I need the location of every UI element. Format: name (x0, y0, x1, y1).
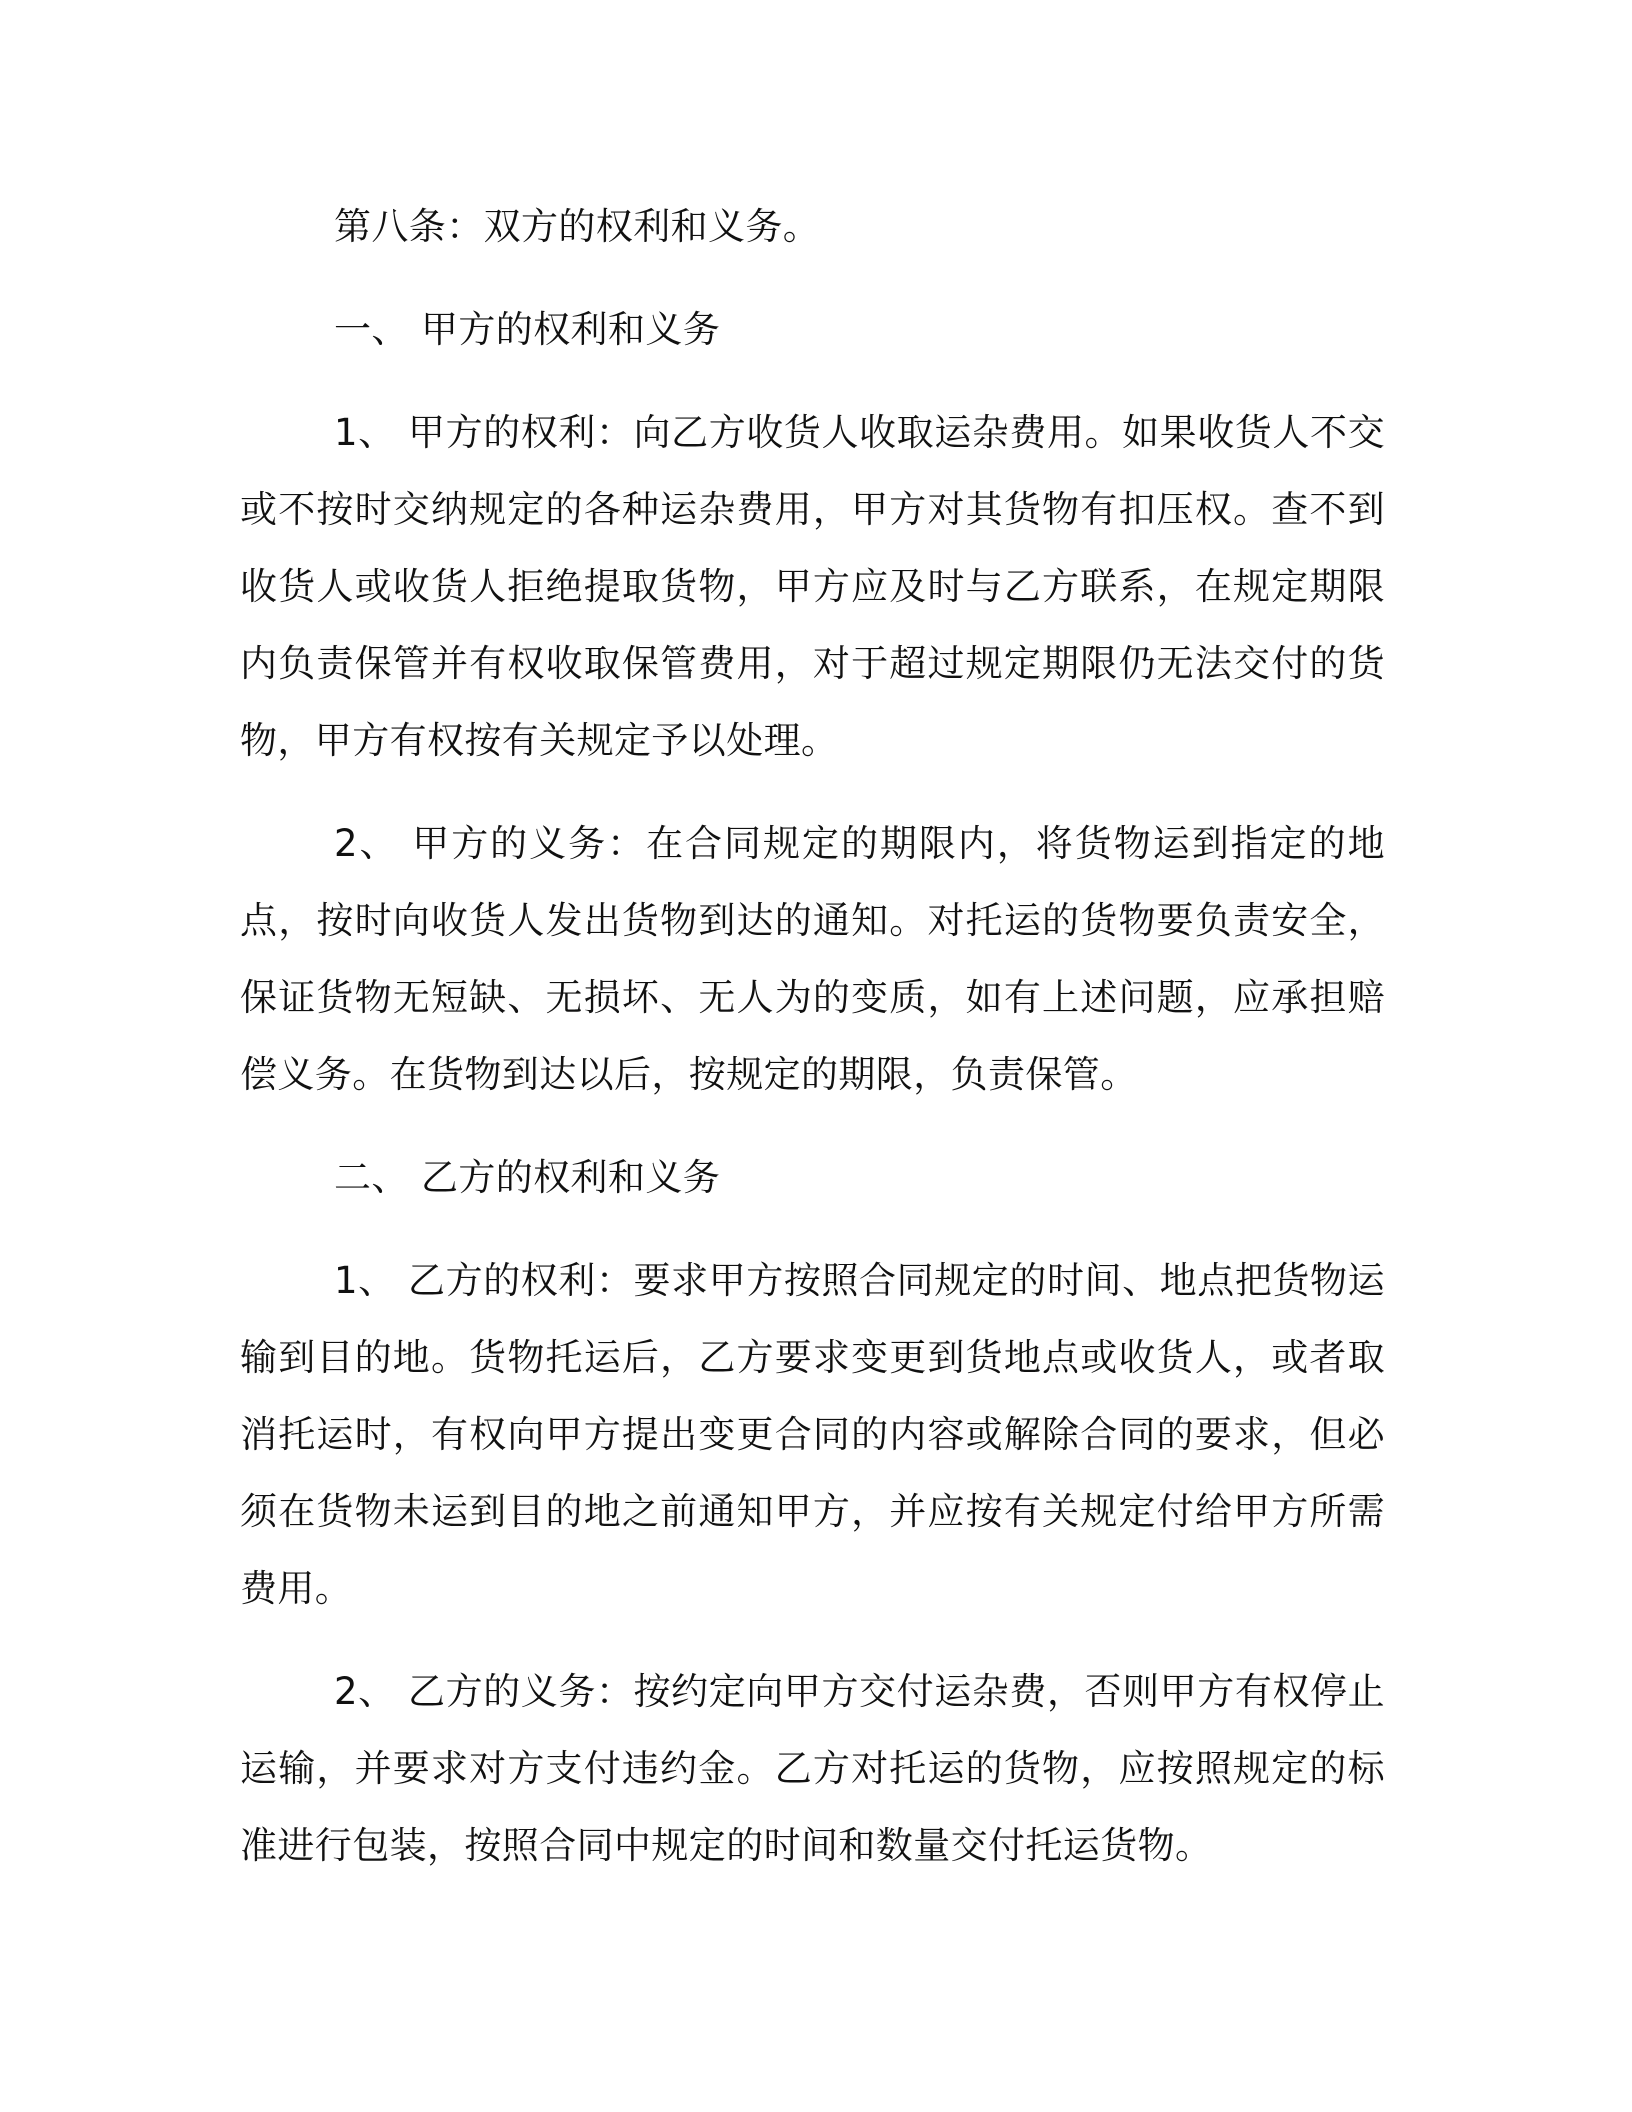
section-heading-party-b: 二、 乙方的权利和义务 (334, 1156, 721, 1199)
party-b-obligations-paragraph: 2、 乙方的义务：按约定向甲方交付运杂费，否则甲方有权停止运输，并要求对方支付违约金。乙方对托运的货物，应按照规定的标准进行包装，按照合同中规定的时间和数量交付托运货物。 (240, 1670, 1385, 1867)
party-a-obligations-paragraph: 2、 甲方的义务：在合同规定的期限内，将货物运到指定的地点，按时向收货人发出货物到达的通知。对托运的货物要负责安全，保证货物无短缺、无损坏、无人为的变质，如有上述问题，应承担赔偿义务。在货物到达以后，按规定的期限，负责保管。 (240, 822, 1385, 1096)
document-body (240, 188, 1385, 1884)
party-b-rights-paragraph: 1、 乙方的权利：要求甲方按照合同规定的时间、地点把货物运输到目的地。货物托运后，乙方要求变更到货地点或收货人，或者取消托运时，有权向甲方提出变更合同的内容或解除合同的要求，但必须在货物未运到目的地之前通知甲方，并应按有关规定付给甲方所需费用。 (240, 1259, 1385, 1610)
party-a-rights-paragraph: 1、 甲方的权利：向乙方收货人收取运杂费用。如果收货人不交或不按时交纳规定的各种运杂费用，甲方对其货物有扣压权。查不到收货人或收货人拒绝提取货物，甲方应及时与乙方联系，在规定期限内负责保管并有权收取保管费用，对于超过规定期限仍无法交付的货物，甲方有权按有关规定予以处理。 (240, 411, 1385, 762)
article-title: 第八条：双方的权利和义务。 (334, 205, 821, 248)
section-heading-party-a: 一、 甲方的权利和义务 (334, 308, 721, 351)
